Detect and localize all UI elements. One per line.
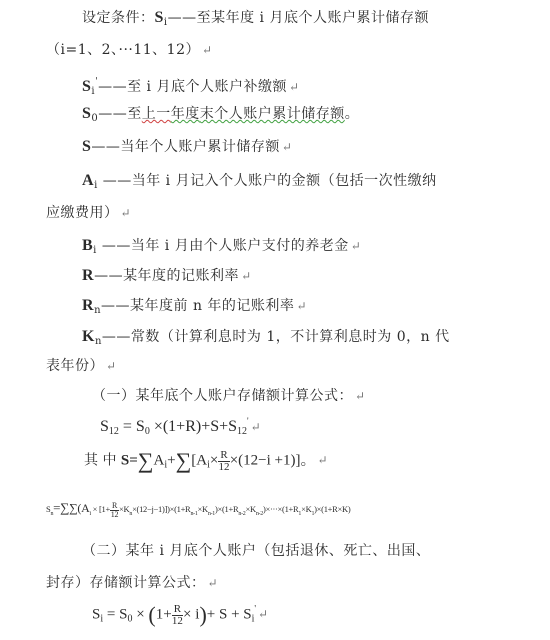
symbol-rn: R <box>82 297 95 314</box>
formula-s-definition <box>84 448 328 474</box>
section-2-text-a: （二）某年 i 月底个人账户（包括退休、死亡、出国、 <box>82 543 431 559</box>
f2-fraction <box>218 450 229 473</box>
paragraph-mark-icon: ↵ <box>281 140 293 154</box>
symbol-si-sub: i <box>163 17 168 28</box>
f3-part2-sub: n <box>129 511 133 517</box>
f2-a-sub: i <box>164 459 168 471</box>
definition-ai <box>82 171 437 196</box>
symbol-s0-sub: 0 <box>91 113 99 124</box>
f4-eq-sub: 0 <box>127 613 133 625</box>
f3-p5-sub: n-1 <box>207 511 215 517</box>
definition-bi-text: ——当年 i 月由个人账户支付的养老金 <box>96 238 349 254</box>
f3-eq: =∑ <box>53 500 70 515</box>
definition-r-text: ——某年度的记账利率 <box>94 268 240 284</box>
paragraph-mark-icon: ↵ <box>288 80 300 94</box>
definition-kn-cont <box>46 356 117 376</box>
formula-multi-year <box>46 500 350 519</box>
definition-si <box>82 8 429 33</box>
f4-open: ( <box>148 602 156 627</box>
f2-plus: + <box>167 452 176 469</box>
definition-rn-text: ——某年度前 n 年的记账利率 <box>101 298 295 314</box>
f3-part2: ×K <box>119 504 130 514</box>
f4-fraction <box>172 604 183 627</box>
f1-end-sup: ' <box>247 416 249 426</box>
f3-lhs-sub: n <box>50 511 54 517</box>
symbol-rn-sub: n <box>94 305 102 316</box>
f3-part9: ×K <box>301 504 312 514</box>
definition-si-range <box>46 40 213 60</box>
f3-part3: ×(12−j−1)] <box>132 504 168 514</box>
f2-a: A <box>153 452 165 469</box>
f4-rest: + S + S <box>206 606 252 623</box>
paragraph-mark-icon: ↵ <box>258 607 269 622</box>
symbol-ai-sub: i <box>94 180 98 191</box>
section-2-text-b: 封存）存储额计算公式： <box>46 575 206 591</box>
f1-lhs: S <box>100 418 109 435</box>
paragraph-mark-icon: ↵ <box>250 420 261 434</box>
f2-times: × <box>209 452 219 469</box>
symbol-si-prime-sub: i <box>91 86 96 97</box>
symbol-bi: B <box>82 237 94 254</box>
definition-bi <box>82 236 361 261</box>
paragraph-mark-icon: ↵ <box>202 43 213 57</box>
f1-mid: = S <box>118 418 145 435</box>
formula-monthly <box>92 602 268 628</box>
definition-s0-text-b: 上一 <box>141 106 171 122</box>
definition-s0-text-c: 年度 <box>170 106 200 122</box>
f3-part4: )×(1+R <box>167 504 191 514</box>
range-text: （i=1、2、···11、12） <box>46 42 201 58</box>
f4-one: 1+ <box>155 606 172 623</box>
f3-p9-sub: 1 <box>311 511 315 517</box>
f3-part1: × [1+ <box>90 504 110 514</box>
symbol-si-prime: S <box>82 78 92 95</box>
definition-si-prime <box>82 72 300 102</box>
f3-p8-sub: 1 <box>298 511 302 517</box>
f3-fraction <box>110 502 119 519</box>
section-2-heading-cont <box>46 573 218 593</box>
f3-inner: ∑(A <box>69 501 90 515</box>
paragraph-mark-icon: ↵ <box>207 576 219 590</box>
paragraph-mark-icon: ↵ <box>241 269 252 283</box>
f3-frac-den: 12 <box>110 509 119 519</box>
paragraph-mark-icon: ↵ <box>355 389 366 403</box>
f4-mid: × <box>132 606 149 623</box>
definition-s0-text-a: ——至 <box>98 106 142 122</box>
f4-rest-sub: i <box>251 613 255 625</box>
definition-kn-text: ——常数（计算利息时为 1，不计算利息时为 0，n 代 <box>101 329 450 345</box>
f3-part8: )×···×(1+R <box>262 504 299 514</box>
sum-icon: ∑ <box>137 448 154 473</box>
definition-rn <box>82 296 307 321</box>
symbol-ai: A <box>82 172 95 189</box>
f3-inner-sub: i <box>89 511 91 517</box>
f4-frac-den: 12 <box>171 614 183 627</box>
symbol-s0: S <box>82 105 92 122</box>
f3-p7-sub: n-2 <box>255 511 263 517</box>
sum-icon: ∑ <box>175 448 192 473</box>
section-1-text: （一）某年底个人账户存储额计算公式： <box>92 388 353 404</box>
f3-part10: )×(1+R×K) <box>314 504 351 514</box>
f4-frac-num: R <box>173 602 182 615</box>
f4-eq: = S <box>103 606 128 623</box>
definition-s <box>82 137 292 157</box>
symbol-s: S <box>82 138 92 155</box>
intro-label: 设定条件： <box>82 10 155 26</box>
f1-mid-sub: 0 <box>144 426 150 437</box>
f3-lhs: S <box>46 504 51 514</box>
f2-tail: ×(12−i +1)] <box>229 452 301 469</box>
f2-prefix: 其 中 <box>84 452 121 469</box>
f1-lhs-sub: 12 <box>108 426 119 437</box>
section-1-heading <box>92 386 366 406</box>
f4-lhs: S <box>92 606 101 623</box>
paragraph-mark-icon: ↵ <box>350 239 362 253</box>
f1-end-sub: 12 <box>237 426 248 437</box>
definition-ai-cont <box>46 203 131 223</box>
definition-kn <box>82 327 450 352</box>
f3-part6: )×(1+R <box>215 504 239 514</box>
f1-rest: ×(1+R)+S+S <box>149 418 238 435</box>
section-2-heading <box>82 541 430 561</box>
f3-frac-num: R <box>111 500 118 510</box>
formula-year-end <box>100 416 261 437</box>
definition-kn-cont-text: 表年份） <box>46 358 104 374</box>
definition-s0-end: 。 <box>344 106 360 122</box>
symbol-bi-sub: i <box>93 245 97 256</box>
f4-lhs-sub: i <box>100 613 104 625</box>
definition-si-prime-text: ——至 i 月底个人账户补缴额 <box>98 79 287 95</box>
definition-s0 <box>82 104 359 129</box>
symbol-r: R <box>82 267 95 284</box>
symbol-si: S <box>154 9 164 26</box>
f3-p4-sub: n-1 <box>190 511 198 517</box>
f4-close: ) <box>199 602 207 627</box>
f2-s-eq: S= <box>120 452 138 469</box>
f2-bracket: [A <box>191 452 208 469</box>
f2-a2-sub: i <box>207 459 210 471</box>
f2-end: 。 <box>300 450 316 469</box>
f2-frac-num: R <box>220 448 228 461</box>
symbol-kn-sub: n <box>94 336 102 347</box>
f2-frac-den: 12 <box>218 460 230 473</box>
definition-s-text: ——当年个人账户累计储存额 <box>91 139 280 155</box>
f3-p6-sub: n-2 <box>238 511 246 517</box>
f3-part5: ×K <box>197 504 208 514</box>
paragraph-mark-icon: ↵ <box>120 206 132 220</box>
symbol-si-prime-sup: ' <box>95 77 99 87</box>
paragraph-mark-icon: ↵ <box>296 299 307 313</box>
symbol-kn: K <box>82 328 95 345</box>
definition-ai-text: ——当年 i 月记入个人账户的金额（包括一次性缴纳 <box>97 173 437 189</box>
f4-tail: × i <box>183 606 200 623</box>
definition-s0-text-d: 末个人账户累计储存额 <box>199 106 345 122</box>
f3-part7: ×K <box>245 504 256 514</box>
paragraph-mark-icon: ↵ <box>317 453 328 468</box>
paragraph-mark-icon: ↵ <box>106 359 117 373</box>
definition-si-text: ——至某年度 i 月底个人账户累计储存额 <box>167 10 429 26</box>
f4-rest-sup: ' <box>254 603 257 614</box>
definition-ai-cont-text: 应缴费用） <box>46 205 119 221</box>
definition-r <box>82 266 252 286</box>
